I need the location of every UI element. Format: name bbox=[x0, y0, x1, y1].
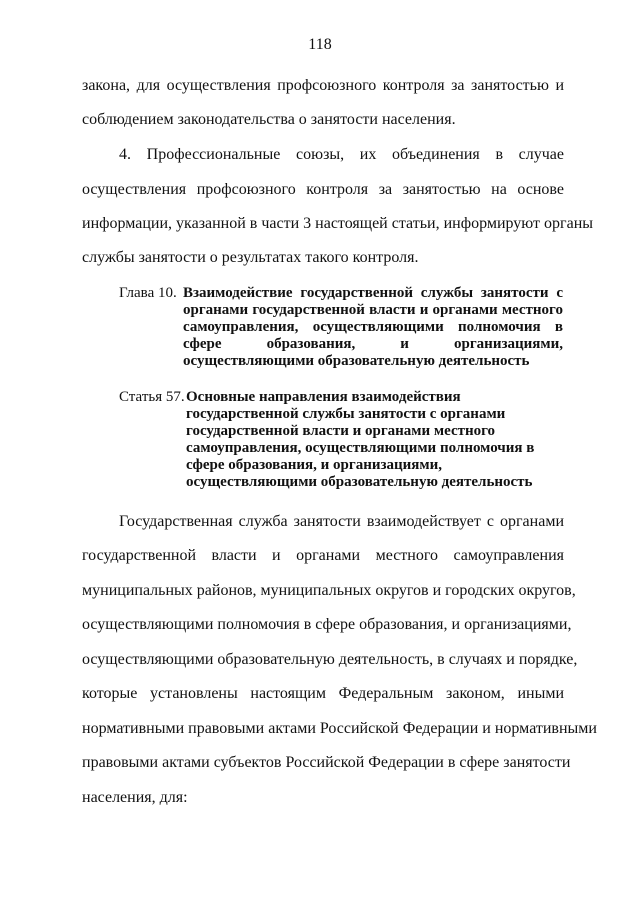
paragraph-line: которые установлены настоящим Федеральным законом, иными bbox=[82, 685, 564, 702]
chapter-title-line: Взаимодействие государственной службы занятости с bbox=[183, 285, 563, 301]
paragraph-line: 4. Профессиональные союзы, их объединения в случае bbox=[119, 146, 564, 163]
paragraph-line: Государственная служба занятости взаимодействует с органами bbox=[119, 513, 564, 530]
chapter-label: Глава 10. bbox=[119, 285, 177, 301]
paragraph-line: муниципальных районов, муниципальных округов и городских округов, bbox=[82, 582, 576, 599]
paragraph-line: нормативными правовыми актами Российской Федерации и нормативными bbox=[82, 720, 597, 737]
paragraph-line: осуществления профсоюзного контроля за занятостью на основе bbox=[82, 181, 564, 198]
article-title-line: Основные направления взаимодействия bbox=[186, 389, 461, 405]
paragraph-line: закона, для осуществления профсоюзного контроля за занятостью и bbox=[82, 77, 564, 94]
paragraph-line: службы занятости о результатах такого контроля. bbox=[82, 249, 419, 266]
chapter-title-line: осуществляющими образовательную деятельность bbox=[183, 353, 530, 369]
chapter-title-line: органами государственной власти и органами местного bbox=[183, 302, 563, 318]
page-number: 118 bbox=[308, 36, 332, 53]
article-title-line: осуществляющими образовательную деятельность bbox=[186, 474, 533, 490]
paragraph-line: соблюдением законодательства о занятости населения. bbox=[82, 111, 456, 128]
paragraph-line: осуществляющими образовательную деятельность, в случаях и порядке, bbox=[82, 651, 578, 668]
paragraph-line: осуществляющими полномочия в сфере образования, и организациями, bbox=[82, 616, 572, 633]
article-title-line: государственной власти и органами местного bbox=[186, 423, 496, 439]
chapter-title-line: самоуправления, осуществляющими полномочия в bbox=[183, 319, 563, 335]
article-label: Статья 57. bbox=[119, 389, 185, 405]
paragraph-line: государственной власти и органами местного самоуправления bbox=[82, 547, 564, 564]
paragraph-line: информации, указанной в части 3 настоящей статьи, информируют органы bbox=[82, 215, 594, 232]
article-title-line: самоуправления, осуществляющими полномочия в bbox=[186, 440, 535, 456]
paragraph-line: правовыми актами субъектов Российской Федерации в сфере занятости bbox=[82, 754, 571, 771]
paragraph-line: населения, для: bbox=[82, 789, 188, 806]
article-title-line: сфере образования, и организациями, bbox=[186, 457, 443, 473]
chapter-title-line: сфере образования, и организациями, bbox=[183, 336, 563, 352]
article-title-line: государственной службы занятости с органами bbox=[186, 406, 506, 422]
